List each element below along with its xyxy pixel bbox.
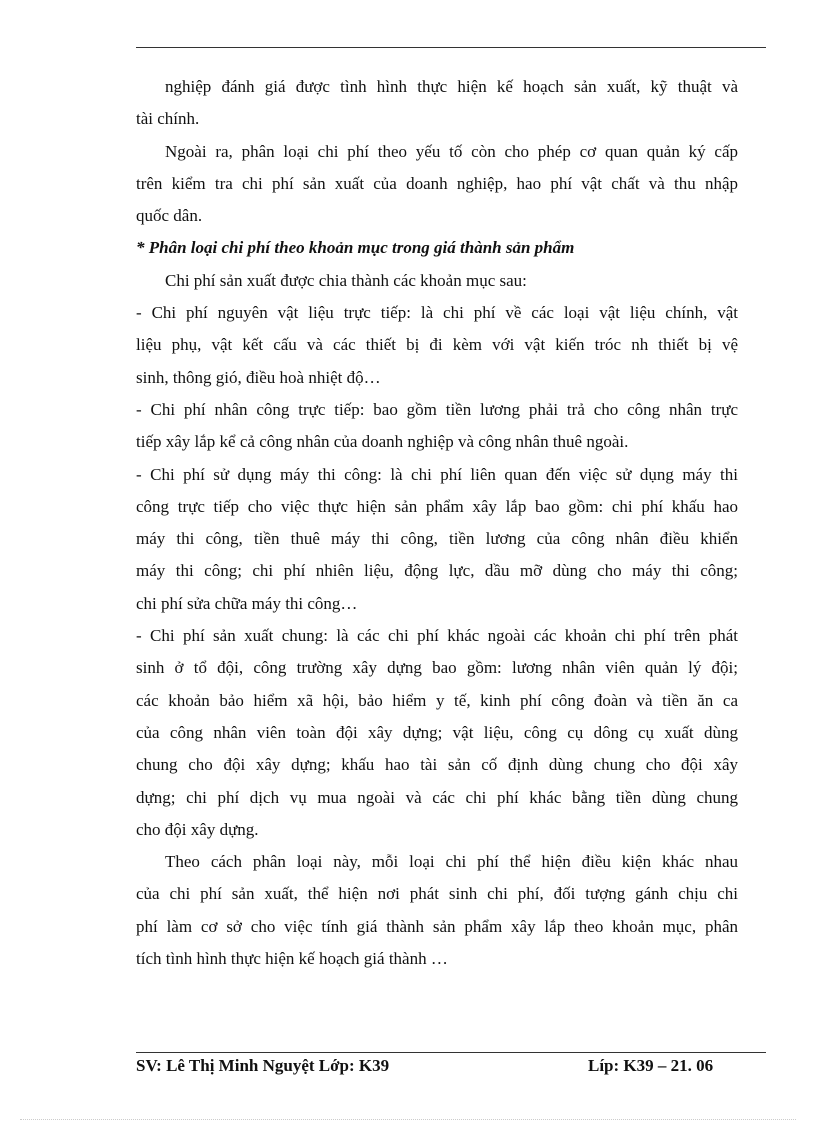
text-line: công trực tiếp cho việc thực hiện sản phẩm xây lắp bao gồm: chi phí khấu hao [136,496,738,516]
text-line: của công nhân viên toàn đội xây dựng; vật liệu, công cụ dông cụ xuất dùng [136,722,738,742]
document-body [136,71,738,975]
text-line: cho đội xây dựng. [136,819,259,839]
page-edge [20,1119,796,1120]
header-rule [136,47,766,48]
text-line: quốc dân. [136,206,203,226]
text-line: chung cho đội xây dựng; khấu hao tài sản cố định dùng chung cho đội xây [136,755,738,775]
text-line: chi phí sửa chữa máy thi công… [136,593,358,613]
text-line: các khoản bảo hiểm xã hội, bảo hiểm y tế, kinh phí công đoàn và tiền ăn ca [136,690,738,710]
text-line: Chi phí sản xuất được chia thành các khoản mục sau: [165,270,527,290]
text-line: tài chính. [136,109,200,129]
footer-student: SV: Lê Thị Minh Nguyệt Lớp: K39 [136,1056,390,1075]
footer-class: Líp: K39 – 21. 06 [588,1056,714,1075]
text-line: liệu phụ, vật kết cấu và các thiết bị đi kèm với vật kiến tróc nh thiết bị vệ [136,335,738,355]
text-line: của chi phí sản xuất, thể hiện nơi phát sinh chi phí, đối tượng gánh chịu chi [136,884,738,904]
text-line: tiếp xây lắp kể cả công nhân của doanh nghiệp và công nhân thuê ngoài. [136,432,629,452]
text-line: sinh ở tổ đội, công trường xây dựng bao gồm: lương nhân viên quản lý đội; [136,658,738,678]
section-heading: * Phân loại chi phí theo khoản mục trong giá thành sản phẩm [136,238,575,258]
text-line: - Chi phí sử dụng máy thi công: là chi phí liên quan đến việc sử dụng máy thi [136,464,738,484]
text-line: máy thi công; chi phí nhiên liệu, động lực, dầu mỡ dùng cho máy thi công; [136,561,738,581]
text-line: sinh, thông gió, điều hoà nhiệt độ… [136,367,381,387]
page-footer [136,1055,736,1077]
text-line: - Chi phí nguyên vật liệu trực tiếp: là chi phí về các loại vật liệu chính, vật [136,303,738,323]
text-line: Theo cách phân loại này, mỗi loại chi phí thể hiện điều kiện khác nhau [165,852,738,872]
text-line: - Chi phí nhân công trực tiếp: bao gồm tiền lương phải trả cho công nhân trực [136,399,738,419]
text-line: Ngoài ra, phân loại chi phí theo yếu tố còn cho phép cơ quan quản ký cấp [165,141,738,161]
text-line: tích tình hình thực hiện kế hoạch giá thành … [136,949,448,969]
footer-rule [136,1052,766,1053]
text-line: nghiệp đánh giá được tình hình thực hiện kế hoạch sản xuất, kỹ thuật và [165,77,738,96]
text-line: - Chi phí sản xuất chung: là các chi phí khác ngoài các khoản chi phí trên phát [136,626,738,646]
text-line: trên kiểm tra chi phí sản xuất của doanh nghiệp, hao phí vật chất và thu nhập [136,173,738,193]
text-line: máy thi công, tiền thuê máy thi công, tiền lương của công nhân điều khiển [136,529,738,549]
text-line: phí làm cơ sở cho việc tính giá thành sản phẩm xây lắp theo khoản mục, phân [136,916,738,936]
text-line: dựng; chi phí dịch vụ mua ngoài và các chi phí khác bằng tiền dùng chung [136,787,738,807]
